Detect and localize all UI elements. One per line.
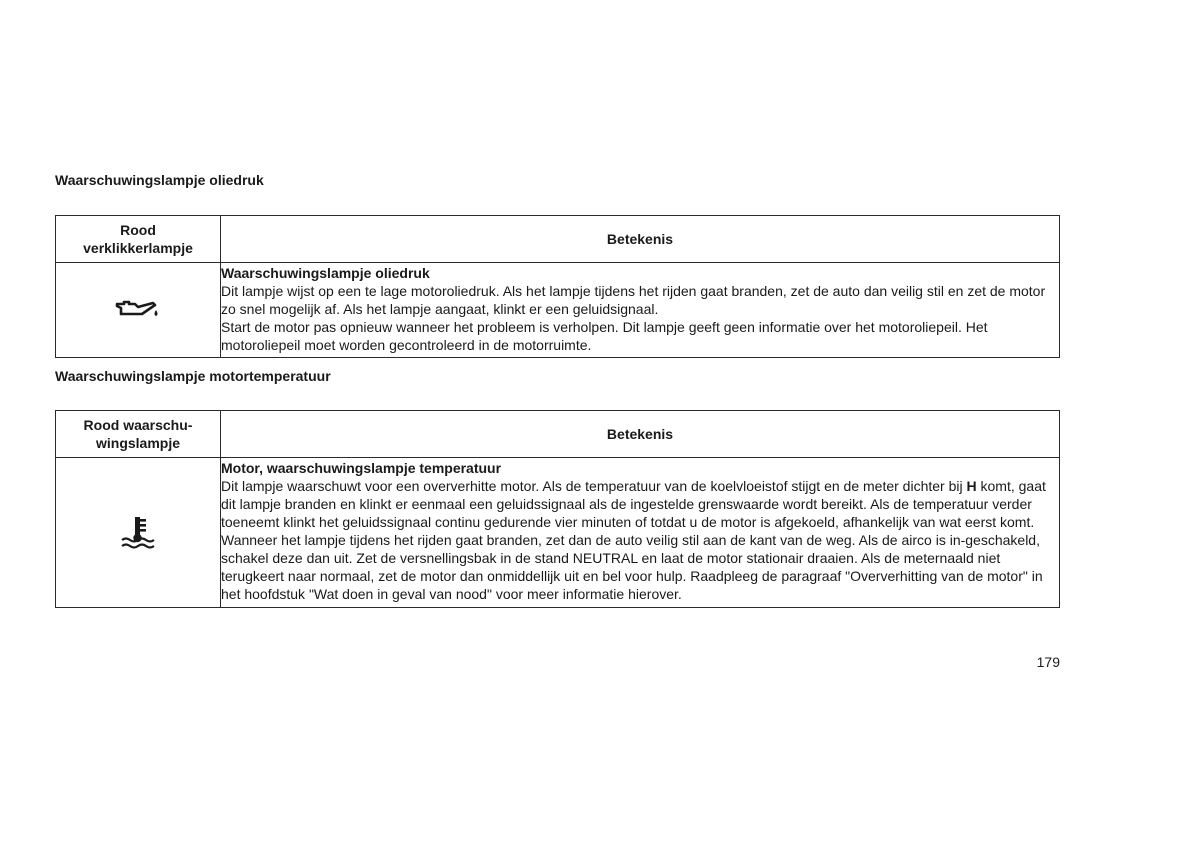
description-title: Motor, waarschuwingslampje temperatuur xyxy=(221,460,502,476)
column-header-lamp-line2: verklikkerlampje xyxy=(83,240,193,256)
lamp-icon-cell xyxy=(56,263,221,358)
oil-pressure-icon xyxy=(56,299,220,321)
column-header-lamp xyxy=(56,411,221,458)
description-cell xyxy=(221,263,1060,358)
description-paragraph: Dit lampje wijst op een te lage motoroliedruk. Als het lampje tijdens het rijden gaat branden, zet de auto dan veilig stil en zet de motor zo snel mogelijk af. Als het lampje aangaat, klinkt er een geluidsignaal. xyxy=(221,283,1046,317)
description-title: Waarschuwingslampje oliedruk xyxy=(221,265,430,281)
column-header-meaning: Betekenis xyxy=(221,411,1060,458)
table-header-row xyxy=(56,411,1060,458)
section-title-engine-temperature: Waarschuwingslampje motortemperatuur xyxy=(55,368,331,384)
section-title-oil-pressure: Waarschuwingslampje oliedruk xyxy=(55,172,264,188)
page-number: 179 xyxy=(1036,654,1060,670)
description-paragraph: Wanneer het lampje tijdens het rijden gaat branden, zet dan de auto veilig stil aan de kant van de weg. Als de airco is in-geschakeld, schakel deze dan uit. Zet de versnellingsbak in de stand NEUTRAL en laat de motor stationair draaien. Als de meternaald niet terugkeert naar normaal, zet de motor dan onmiddellijk uit en bel voor hulp. Raadpleeg de paragraaf "Oververhitting van de motor" in het hoofdstuk "Wat doen in geval van nood" voor meer informatie hierover. xyxy=(221,532,1043,602)
description-paragraph: Start de motor pas opnieuw wanneer het probleem is verholpen. Dit lampje geeft geen informatie over het motoroliepeil. Het motoroliepeil moet worden gecontroleerd in de motorruimte. xyxy=(221,319,988,353)
gauge-letter-h: H xyxy=(966,478,977,494)
column-header-lamp xyxy=(56,216,221,263)
oil-pressure-table xyxy=(55,215,1060,358)
table-row xyxy=(56,458,1060,608)
column-header-meaning: Betekenis xyxy=(221,216,1060,263)
column-header-lamp-line1: Rood xyxy=(120,222,156,238)
description-cell xyxy=(221,458,1060,608)
table-row xyxy=(56,263,1060,358)
engine-temperature-table xyxy=(55,410,1060,608)
coolant-temperature-icon xyxy=(56,515,220,551)
paragraph-text: Dit lampje waarschuwt voor een oververhitte motor. Als de temperatuur van de koelvloeistof stijgt en de meter dichter bij xyxy=(221,478,967,494)
paragraph-text: komt, gaat dit lampje branden en klinkt er eenmaal een geluidssignaal als de ingestelde grenswaarde wordt bereikt. Als de temperatuur verder toeneemt klinkt het geluidssignaal continu gedurende vier minuten of totdat u de motor is afgekoeld, afhankelijk van wat eerst komt. xyxy=(221,478,1046,530)
column-header-lamp-line1: Rood waarschu- xyxy=(83,417,193,433)
lamp-icon-cell xyxy=(56,458,221,608)
column-header-lamp-line2: wingslampje xyxy=(95,435,181,451)
table-header-row xyxy=(56,216,1060,263)
description-paragraph xyxy=(221,477,1059,531)
